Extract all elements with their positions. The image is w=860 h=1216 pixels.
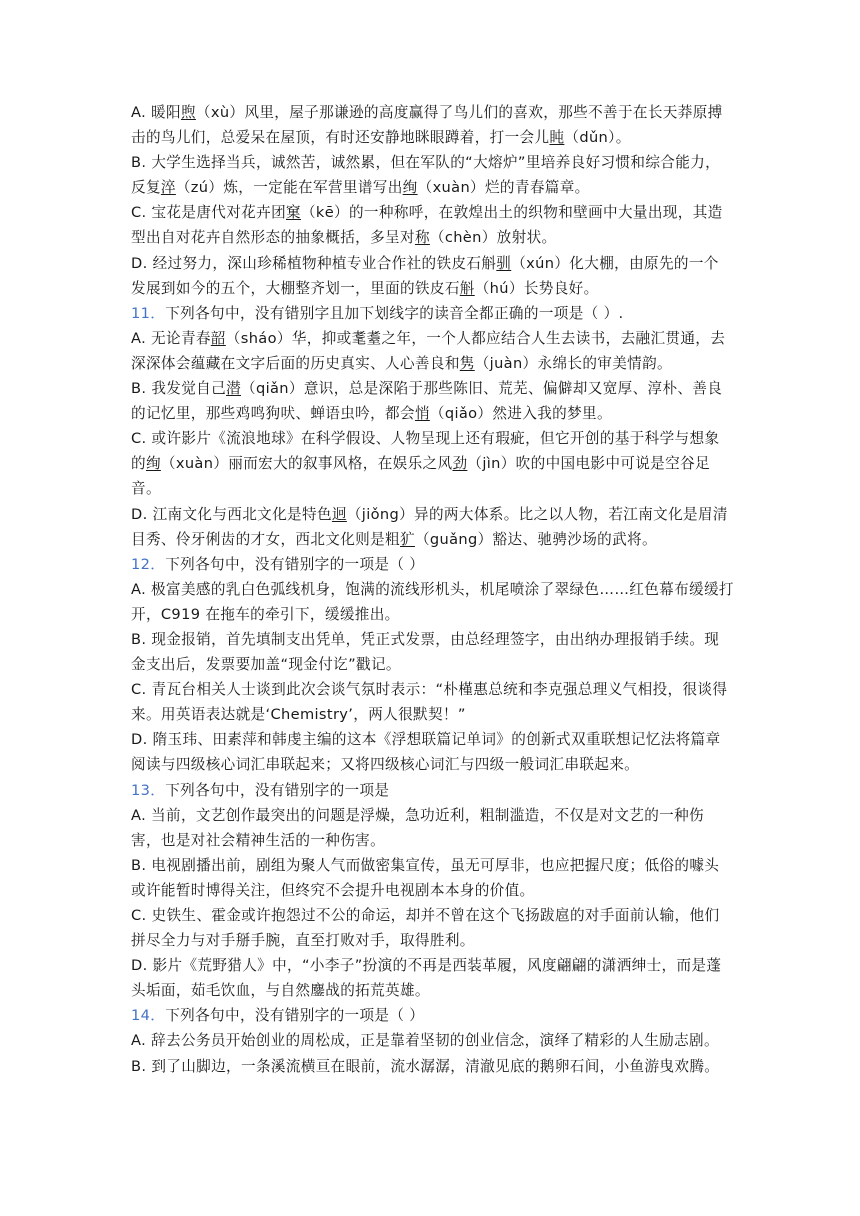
text-line xyxy=(131,276,731,301)
text-segment: 金支出后，发票要加盖“现金付讫”戳记。 xyxy=(131,656,401,674)
text-segment: （zú）炼，一定能在军营里谱写出 xyxy=(175,179,403,197)
text-line xyxy=(131,1028,731,1053)
underlined-character: 煦 xyxy=(180,104,196,121)
text-segment: 下列各句中，没有错别字且加下划线字的读音全都正确的一项是（ ）. xyxy=(165,304,624,322)
underlined-character: 劲 xyxy=(452,455,468,473)
text-line xyxy=(131,451,731,476)
text-line xyxy=(131,527,731,552)
text-segment: A. 无论青春 xyxy=(131,329,211,347)
underlined-character: 斛 xyxy=(459,279,475,297)
text-segment: （jiǒng）异的两大体系。比之以人物，若江南文化是眉清 xyxy=(346,505,728,523)
underlined-character: 韶 xyxy=(210,329,226,347)
text-line xyxy=(131,552,731,577)
text-line xyxy=(131,175,731,200)
underlined-character: 驯 xyxy=(496,254,512,272)
text-line xyxy=(131,125,731,150)
underlined-character: 称 xyxy=(414,229,430,247)
text-segment: C. 青瓦台相关人士谈到此次会谈气氛时表示：“朴槿惠总统和李克强总理义气相投，很谈得 xyxy=(131,681,728,699)
text-segment: 下列各句中，没有错别字的一项是（ ） xyxy=(165,555,425,573)
text-segment: D. 江南文化与西北文化是特色 xyxy=(131,505,332,523)
text-line xyxy=(131,251,731,276)
text-line xyxy=(131,778,731,803)
text-segment: 开，C919 在拖车的牵引下，缓缓推出。 xyxy=(131,605,400,623)
text-line xyxy=(131,677,731,702)
text-segment: B. 大学生选择当兵，诚然苦，诚然累，但在军队的“大熔炉”里培养良好习惯和综合能力， xyxy=(131,154,721,172)
text-segment: （hú）长势良好。 xyxy=(474,279,599,297)
text-segment: 来。用英语表达就是‘Chemistry’，两人很默契！” xyxy=(131,706,466,724)
text-segment: 拼尽全力与对手掰手腕，直至打败对手，取得胜利。 xyxy=(131,932,475,950)
text-segment: 阅读与四级核心词汇串联起来；又将四级核心词汇与四级一般词汇串联起来。 xyxy=(131,756,640,774)
text-segment: （xuàn）烂的青春篇章。 xyxy=(417,179,590,197)
text-line xyxy=(131,100,731,125)
question-text-body xyxy=(131,100,734,1079)
text-line xyxy=(131,476,731,501)
text-segment: 下列各句中，没有错别字的一项是（ ） xyxy=(165,1007,425,1025)
text-segment: （kē）的一种称呼，在敦煌出土的织物和壁画中大量出现，其造 xyxy=(300,204,723,222)
text-line xyxy=(131,878,731,903)
text-segment: （jìn）吹的中国电影中可说是空谷足 xyxy=(467,455,710,473)
text-segment: 或许能暂时博得关注，但终究不会提升电视剧本本身的价值。 xyxy=(131,881,535,899)
underlined-character: 悄 xyxy=(414,405,430,423)
text-line xyxy=(131,376,731,401)
text-line xyxy=(131,351,731,376)
text-segment: B. 电视剧播出前，剧组为聚人气而做密集宣传，虽无可厚非，也应把握尺度；低俗的噱头 xyxy=(131,856,720,874)
underlined-character: 盹 xyxy=(549,129,565,147)
text-segment: D. 影片《荒野猎人》中，“小李子”扮演的不再是西装革履，风度翩翩的潇洒绅士，而是蓬 xyxy=(131,957,722,975)
text-line xyxy=(131,502,731,527)
text-segment: （dǔn）。 xyxy=(564,129,631,147)
text-line xyxy=(131,602,731,627)
text-line xyxy=(131,577,734,602)
text-line xyxy=(131,150,731,175)
text-line xyxy=(131,953,731,978)
underlined-character: 绚 xyxy=(402,179,418,197)
underlined-character: 潜 xyxy=(226,380,242,398)
text-line xyxy=(131,225,731,250)
text-segment: 下列各句中，没有错别字的一项是 xyxy=(165,781,390,799)
text-segment: D. 经过努力，深山珍稀植物种植专业合作社的铁皮石斛 xyxy=(131,254,497,272)
text-line xyxy=(131,627,731,652)
text-line xyxy=(131,828,731,853)
text-line xyxy=(131,903,731,928)
text-segment: （qiǎo）然进入我的梦里。 xyxy=(429,405,612,423)
text-line xyxy=(131,752,731,777)
question-number: 12． xyxy=(131,555,166,573)
text-segment: 害，也是对社会精神生活的一种伤害。 xyxy=(131,831,386,849)
text-line xyxy=(131,727,731,752)
text-segment: 的 xyxy=(131,455,146,473)
text-segment: （juàn）永绵长的审美情韵。 xyxy=(474,354,672,372)
text-segment: 深深体会蕴藏在文字后面的历史真实、人心善良和 xyxy=(131,354,460,372)
underlined-character: 迥 xyxy=(331,505,347,523)
text-segment: 目秀、伶牙俐齿的才女，西北文化则是粗 xyxy=(131,530,400,548)
text-segment: （guǎng）豁达、驰骋沙场的武将。 xyxy=(414,530,657,548)
text-line xyxy=(131,326,731,351)
question-number: 13． xyxy=(131,781,166,799)
text-line xyxy=(131,978,731,1003)
text-segment: （xún）化大棚，由原先的一个 xyxy=(511,254,719,272)
text-segment: （xuàn）丽而宏大的叙事风格，在娱乐之风 xyxy=(160,455,453,473)
text-segment: （chèn）放射状。 xyxy=(429,229,557,247)
text-segment: A. 极富美感的乳白色弧线机身，饱满的流线形机头，机尾喷涂了翠绿色……红色幕布缓缓打 xyxy=(131,580,734,598)
text-segment: 型出自对花卉自然形态的抽象概括，多呈对 xyxy=(131,229,415,247)
text-line xyxy=(131,652,731,677)
text-segment: B. 现金报销，首先填制支出凭单，凭正式发票，由总经理签字，由出纳办理报销手续。现 xyxy=(131,630,720,648)
question-number: 11． xyxy=(131,304,166,322)
text-segment: B. 我发觉自己 xyxy=(131,380,227,398)
text-line xyxy=(131,200,731,225)
text-line xyxy=(131,853,731,878)
underlined-character: 犷 xyxy=(400,530,415,548)
text-segment: 发展到如今的五个，大棚整齐划一，里面的铁皮石 xyxy=(131,279,460,297)
text-line xyxy=(131,702,731,727)
text-segment: C. 或许影片《流浪地球》在科学假设、人物呈现上还有瑕疵，但它开创的基于科学与想象 xyxy=(131,430,720,448)
text-segment: （qiǎn）意识，总是深陷于那些陈旧、荒芜、偏僻却又宽厚、淳朴、善良 xyxy=(241,380,723,398)
text-segment: （sháo）华，抑或耄耋之年，一个人都应结合人生去读书，去融汇贯通，去 xyxy=(225,329,726,347)
text-line xyxy=(131,426,731,451)
text-segment: C. 宝花是唐代对花卉团 xyxy=(131,204,287,222)
text-line xyxy=(131,1054,731,1079)
text-line xyxy=(131,401,731,426)
underlined-character: 窠 xyxy=(286,204,301,222)
underlined-character: 绚 xyxy=(145,455,161,473)
text-segment: A. 辞去公务员开始创业的周松成，正是靠着坚韧的创业信念，演绎了精彩的人生励志剧。 xyxy=(131,1032,719,1050)
text-segment: A. 当前，文艺创作最突出的问题是浮燥，急功近利，粗制滥造，不仅是对文艺的一种伤 xyxy=(131,806,704,824)
text-segment: B. 到了山脚边，一条溪流横亘在眼前，流水潺潺，清澈见底的鹅卵石间，小鱼游曳欢腾。 xyxy=(131,1057,720,1075)
underlined-character: 淬 xyxy=(160,179,176,197)
text-segment: （xù）风里，屋子那谦逊的高度赢得了鸟儿们的喜欢，那些不善于在长天莽原搏 xyxy=(195,104,723,121)
text-segment: 音。 xyxy=(131,480,161,498)
text-segment: 反复 xyxy=(131,179,161,197)
text-segment: 头垢面，茹毛饮血，与自然鏖战的拓荒英雄。 xyxy=(131,982,430,1000)
text-line xyxy=(131,928,731,953)
underlined-character: 隽 xyxy=(459,354,475,372)
text-segment: D. 隋玉玮、田素萍和韩虔主编的这本《浮想联篇记单词》的创新式双重联想记忆法将篇章 xyxy=(131,731,721,749)
question-number: 14． xyxy=(131,1007,166,1025)
text-line xyxy=(131,301,731,326)
text-segment: 击的鸟儿们，总爱呆在屋顶，有时还安静地眯眼蹲着，打一会儿 xyxy=(131,129,550,147)
text-line xyxy=(131,803,731,828)
text-segment: 的记忆里，那些鸡鸣狗吠、蝉语虫吟，都会 xyxy=(131,405,415,423)
text-segment: A. 暖阳 xyxy=(131,104,181,121)
text-segment: C. 史铁生、霍金或许抱怨过不公的命运，却并不曾在这个飞扬跋扈的对手面前认输，他们 xyxy=(131,907,720,924)
text-line xyxy=(131,1003,731,1028)
